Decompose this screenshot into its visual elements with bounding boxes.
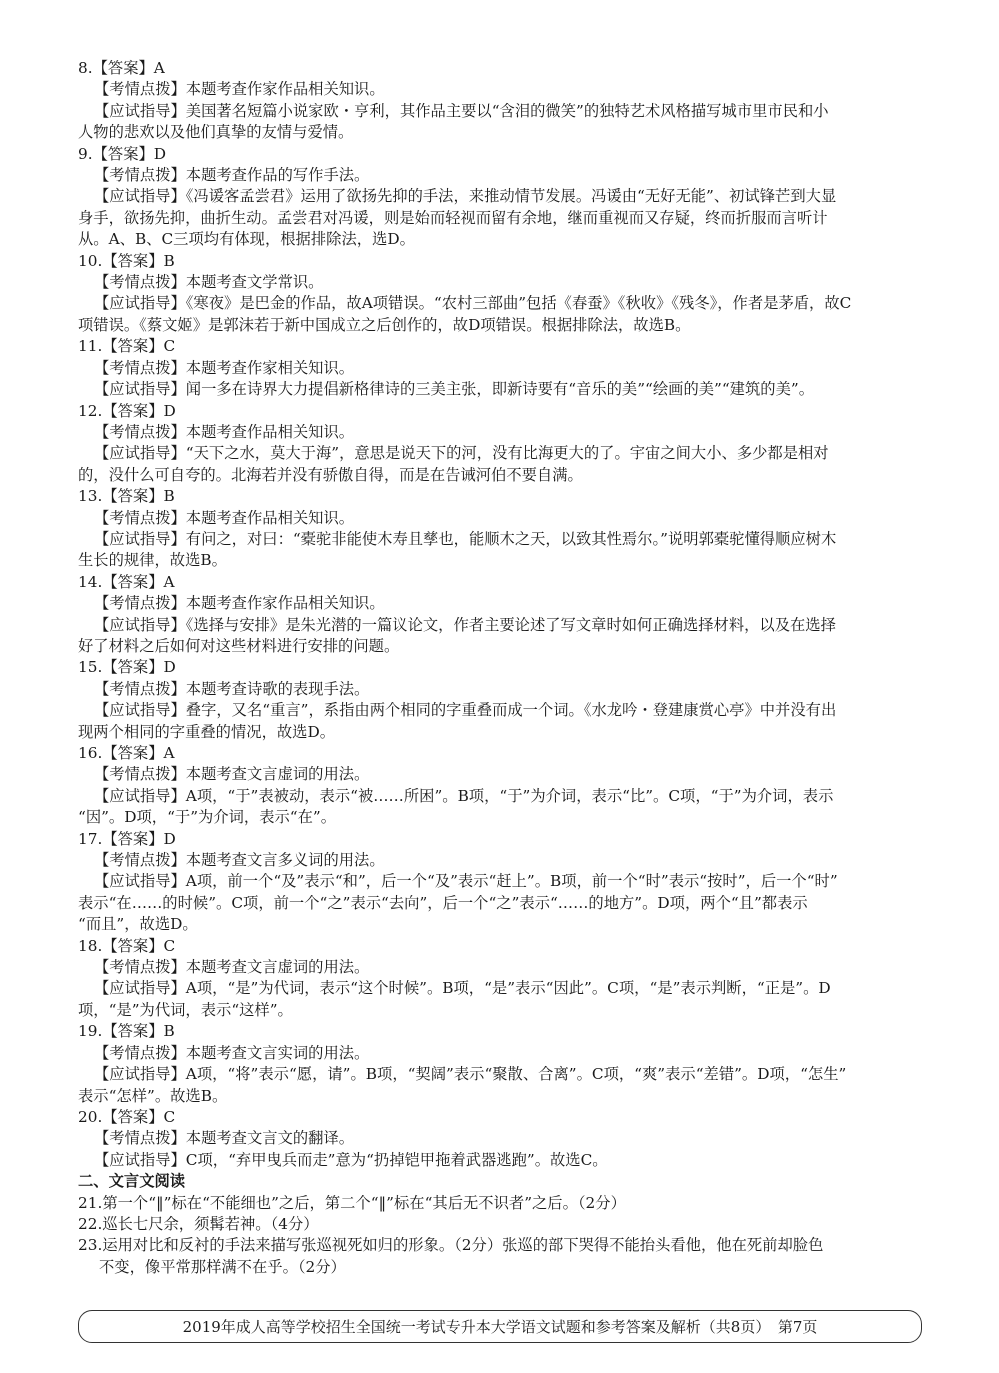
answer-line: 【应试指导】A项，“于”表被动，表示“被……所困”。B项，“于”为介词，表示“比”。C项，“于”为介词，表示 [94,786,834,805]
answer-line: 【考情点拨】本题考查作品相关知识。 [94,422,355,441]
answer-line: 【应试指导】A项，前一个“及”表示“和”，后一个“及”表示“赶上”。B项，前一个“时”表示“按时”，后一个“时” [94,872,838,891]
answer-line: 22.巡长七尺余，须髯若神。（4分） [78,1214,319,1233]
answer-line: “而且”，故选D。 [78,915,198,934]
answer-line: 【应试指导】C项，“弃甲曳兵而走”意为“扔掉铠甲拖着武器逃跑”。故选C。 [94,1150,608,1169]
answer-line: 表示“怎样”。故选B。 [78,1086,228,1105]
answer-line: 23.运用对比和反衬的手法来描写张巡视死如归的形象。（2分）张巡的部下哭得不能抬头看他，他在死前却脸色 [78,1236,824,1255]
answer-line: 15.【答案】D [78,658,176,677]
answer-line: 【考情点拨】本题考查作家作品相关知识。 [94,594,385,613]
answer-line: 【考情点拨】本题考查文言虚词的用法。 [94,765,370,784]
answer-line: 表示“在……的时候”。C项，前一个“之”表示“去向”，后一个“之”表示“……的地方”。D项，两个“且”都表示 [78,893,808,912]
answer-line: 【应试指导】美国著名短篇小说家欧・亨利，其作品主要以“含泪的微笑”的独特艺术风格描写城市里市民和小 [94,101,829,120]
answer-line: 【考情点拨】本题考查文言文的翻译。 [94,1129,355,1148]
answer-line: 【应试指导】A项，“将”表示“愿，请”。B项，“契阔”表示“聚散、合离”。C项，“爽”表示“差错”。D项，“怎生” [94,1065,847,1084]
answer-line: 【考情点拨】本题考查文言实词的用法。 [94,1043,370,1062]
answer-line: 从。A、B、C三项均有体现，根据排除法，选D。 [78,230,415,249]
answer-line: 的，没什么可自夸的。北海若并没有骄傲自得，而是在告诫河伯不要自满。 [78,465,583,484]
answer-line: 9.【答案】D [78,144,167,163]
answer-line: 19.【答案】B [78,1022,175,1041]
answer-line: 【应试指导】叠字，又名“重言”，系指由两个相同的字重叠而成一个词。《水龙吟・登建康赏心亭》中并没有出 [94,701,837,720]
answer-line: 【考情点拨】本题考查作家相关知识。 [94,358,355,377]
answer-line: 好了材料之后如何对这些材料进行安排的问题。 [78,636,400,655]
answer-line: 【应试指导】《寒夜》是巴金的作品，故A项错误。“农村三部曲”包括《春蚕》《秋收》《残冬》，作者是茅盾，故C [94,294,852,313]
answer-line: “因”。D项，“于”为介词，表示“在”。 [78,808,337,827]
answer-line: 生长的规律，故选B。 [78,551,227,570]
answer-line: 11.【答案】C [78,337,176,356]
answer-line: 【考情点拨】本题考查文学常识。 [94,273,324,292]
answer-line: 【应试指导】闻一多在诗界大力提倡新格律诗的三美主张，即新诗要有“音乐的美”“绘画的美”“建筑的美”。 [94,380,814,399]
answer-line: 【应试指导】《冯谖客孟尝君》运用了欲扬先抑的手法，来推动情节发展。冯谖由“无好无能”、初试锋芒到大显 [94,187,837,206]
answer-line: 13.【答案】B [78,487,175,506]
answer-line: 【考情点拨】本题考查文言多义词的用法。 [94,851,385,870]
answer-line: 【考情点拨】本题考查文言虚词的用法。 [94,958,370,977]
answer-line: 【应试指导】《选择与安排》是朱光潜的一篇议论文，作者主要论述了写文章时如何正确选择材料，以及在选择 [94,615,836,634]
page-footer [78,1310,922,1343]
footer-text: 2019年成人高等学校招生全国统一考试专升本大学语文试题和参考答案及解析（共8页） 第7页 [182,1318,818,1336]
answer-line: 17.【答案】D [78,829,176,848]
answer-line: 16.【答案】A [78,744,175,762]
answer-line: 身手，欲扬先抑，曲折生动。孟尝君对冯谖，则是始而轻视而留有余地，继而重视而又存疑，终而折服而言听计 [78,208,828,227]
answer-line: 18.【答案】C [78,936,176,955]
answer-line: 14.【答案】A [78,572,175,591]
answer-line: 【考情点拨】本题考查作品的写作手法。 [94,166,370,185]
answer-line: 【考情点拨】本题考查诗歌的表现手法。 [94,679,370,698]
answer-line: 现两个相同的字重叠的情况，故选D。 [78,722,336,741]
answer-content [78,58,920,1278]
answer-line: 10.【答案】B [78,251,175,270]
answer-line: 项错误。《蔡文姬》是郭沫若于新中国成立之后创作的，故D项错误。根据排除法，故选B。 [78,315,691,334]
section-heading: 二、文言文阅读 [78,1172,186,1191]
answer-line: 20.【答案】C [78,1107,176,1126]
answer-line: 8.【答案】A [78,59,165,77]
answer-line: 【应试指导】A项，“是”为代词，表示“这个时候”。B项，“是”表示“因此”。C项，“是”表示判断，“正是”。D [94,979,831,998]
answer-line: 【考情点拨】本题考查作品相关知识。 [94,508,355,527]
answer-line: 人物的悲欢以及他们真挚的友情与爱情。 [78,123,354,142]
answer-line: 【考情点拨】本题考查作家作品相关知识。 [94,80,385,99]
answer-line: 12.【答案】D [78,401,176,420]
answer-line: 项，“是”为代词，表示“这样”。 [78,1000,293,1019]
answer-line: 【应试指导】“天下之水，莫大于海”，意思是说天下的河，没有比海更大的了。宇宙之间大小、多少都是相对 [94,444,829,463]
answer-line: 不变，像平常那样满不在乎。（2分） [99,1257,346,1276]
answer-line: 21.第一个“‖”标在“不能细也”之后，第二个“‖”标在“其后无不识者”之后。（2分） [78,1193,626,1212]
answer-line: 【应试指导】有问之，对曰：“橐驼非能使木寿且孳也，能顺木之天，以致其性焉尔。”说明郭橐驼懂得顺应树木 [94,529,837,548]
